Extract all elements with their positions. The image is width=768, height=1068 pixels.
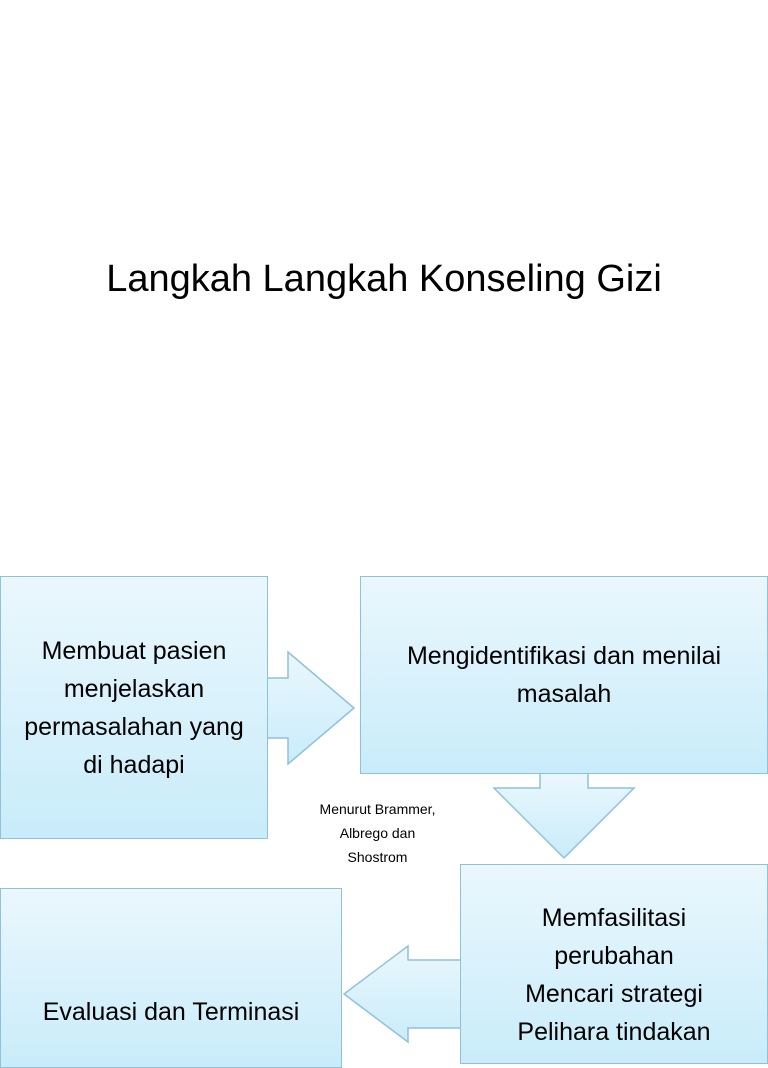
- arrow-right: [268, 652, 354, 764]
- source-note-line-1: Menurut Brammer,: [319, 801, 436, 817]
- step-3-line-2: perubahan: [554, 942, 674, 970]
- step-1-line-4: di hadapi: [83, 750, 185, 779]
- source-note: [290, 797, 465, 869]
- step-3-line-1: Memfasilitasi: [541, 904, 687, 932]
- source-note-line-3: Shostrom: [347, 849, 408, 865]
- step-4-line-1: Evaluasi dan Terminasi: [42, 998, 300, 1026]
- arrow-left: [344, 946, 460, 1042]
- slide-title: Langkah Langkah Konseling Gizi: [106, 258, 662, 300]
- source-note-line-2: Albrego dan: [339, 825, 416, 841]
- step-1-box: [0, 576, 268, 839]
- step-2-line-1: Mengidentifikasi dan menilai: [406, 642, 722, 670]
- step-1-line-2: menjelaskan: [63, 674, 205, 703]
- step-1-line-3: permasalahan yang: [24, 712, 244, 741]
- step-4-box: [0, 888, 342, 1068]
- step-3-line-3: Mencari strategi: [525, 980, 703, 1008]
- step-3-line-4: Pelihara tindakan: [517, 1018, 711, 1046]
- step-1-line-1: Membuat pasien: [41, 636, 227, 665]
- step-3-box: [460, 864, 768, 1064]
- arrow-down: [494, 774, 634, 858]
- step-2-line-2: masalah: [516, 680, 612, 708]
- step-2-box: [360, 576, 768, 774]
